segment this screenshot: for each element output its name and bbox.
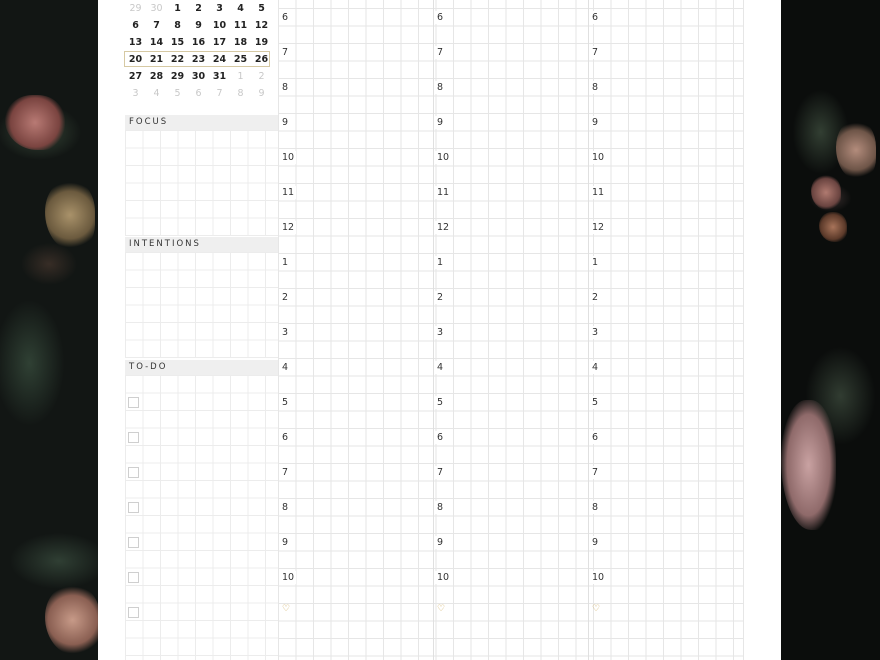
small-flower-cluster-decoration [836,120,876,180]
calendar-day[interactable]: 8 [237,88,244,99]
schedule-grid[interactable] [278,0,744,660]
hour-label: 10 [282,152,295,163]
hour-label: 1 [592,257,599,268]
hour-label: 6 [592,432,599,443]
hour-label: 7 [282,47,289,58]
hour-label: 3 [282,327,289,338]
calendar-day[interactable]: 16 [191,37,206,48]
todo-checkbox[interactable] [128,572,139,583]
hour-label: 3 [592,327,599,338]
hour-label: 9 [437,117,444,128]
calendar-day[interactable]: 29 [129,3,142,14]
todo-checkbox[interactable] [128,502,139,513]
hour-label: 3 [437,327,444,338]
calendar-day[interactable]: 29 [170,71,185,82]
calendar-day[interactable]: 2 [195,3,202,14]
hour-label: 8 [592,82,599,93]
hour-label: 11 [437,187,450,198]
hour-label: 9 [282,537,289,548]
hour-label: 4 [592,362,599,373]
calendar-day[interactable]: 5 [174,88,181,99]
berry-decoration [819,212,847,242]
hour-label: 11 [282,187,295,198]
hour-label: 7 [437,467,444,478]
calendar-week-row [125,17,278,34]
calendar-day[interactable]: 13 [128,37,143,48]
todo-checkbox[interactable] [128,467,139,478]
floral-background-right [781,0,880,660]
calendar-day[interactable]: 1 [237,71,244,82]
calendar-day[interactable]: 3 [132,88,139,99]
todo-writing-area[interactable] [125,375,278,660]
calendar-day[interactable]: 8 [174,20,181,31]
calendar-day[interactable]: 5 [258,3,265,14]
calendar-day[interactable]: 4 [153,88,160,99]
calendar-day[interactable]: 27 [128,71,143,82]
hour-label: 5 [282,397,289,408]
hour-label: 1 [282,257,289,268]
calendar-day[interactable]: 30 [150,3,163,14]
hour-label: 8 [437,502,444,513]
todo-header: TO-DO [125,360,278,375]
hour-label: 5 [437,397,444,408]
hour-label: 4 [282,362,289,373]
pink-flower-decoration [5,95,65,150]
hour-label: 9 [592,537,599,548]
calendar-week-row [125,85,278,102]
hour-label: 12 [282,222,295,233]
column-divider [433,0,434,660]
hour-label: 6 [437,12,444,23]
calendar-day[interactable]: 30 [191,71,206,82]
calendar-day[interactable]: 4 [237,3,244,14]
hour-label: 5 [592,397,599,408]
planner-sidebar [125,0,278,660]
todo-checkbox[interactable] [128,397,139,408]
focus-writing-area[interactable] [125,130,278,236]
calendar-day[interactable]: 17 [212,37,227,48]
peach-flower-decoration [45,585,100,655]
hour-label: 2 [282,292,289,303]
hour-label: 9 [437,537,444,548]
calendar-day[interactable]: 7 [216,88,223,99]
calendar-day[interactable]: 15 [170,37,185,48]
hour-label: 10 [437,152,450,163]
todo-checkbox[interactable] [128,537,139,548]
hour-label: 10 [592,572,605,583]
hour-label: 8 [437,82,444,93]
focus-header: FOCUS [125,115,278,130]
calendar-day[interactable]: 20 [128,54,143,65]
hour-label: 9 [282,117,289,128]
hour-label: 10 [592,152,605,163]
hour-label: 1 [437,257,444,268]
hour-label: 4 [437,362,444,373]
planner-page [98,0,781,660]
hour-label: 8 [282,82,289,93]
todo-checkbox[interactable] [128,607,139,618]
calendar-day[interactable]: 23 [191,54,206,65]
calendar-day[interactable]: 21 [149,54,164,65]
calendar-day[interactable]: 26 [254,54,269,65]
calendar-day[interactable]: 25 [233,54,248,65]
hour-label: 11 [592,187,605,198]
hour-label: 9 [592,117,599,128]
hour-label: 10 [282,572,295,583]
hour-label: 12 [592,222,605,233]
hour-label: 2 [437,292,444,303]
calendar-day[interactable]: 18 [233,37,248,48]
hour-label: 6 [282,432,289,443]
mini-calendar [125,0,278,102]
calendar-day[interactable]: 7 [153,20,160,31]
calendar-day[interactable]: 10 [212,20,227,31]
calendar-day[interactable]: 31 [212,71,227,82]
intentions-header: INTENTIONS [125,237,278,252]
floral-background-left [0,0,98,660]
hour-label: 7 [592,47,599,58]
calendar-week-row [125,51,278,68]
calendar-week-row [125,34,278,51]
hour-label: 8 [592,502,599,513]
calendar-day[interactable]: 14 [149,37,164,48]
calendar-day[interactable]: 12 [254,20,269,31]
hour-label: 8 [282,502,289,513]
calendar-day[interactable]: 3 [216,3,223,14]
intentions-writing-area[interactable] [125,252,278,358]
column-divider [588,0,589,660]
calendar-day[interactable]: 19 [254,37,269,48]
pink-flower-decoration [781,400,836,530]
calendar-day[interactable]: 2 [258,71,265,82]
heart-icon: ♡ [282,604,291,614]
todo-checkbox[interactable] [128,432,139,443]
calendar-day[interactable]: 24 [212,54,227,65]
tan-flower-decoration [45,180,95,250]
hour-label: 7 [592,467,599,478]
heart-icon: ♡ [592,604,601,614]
hour-label: 2 [592,292,599,303]
calendar-day[interactable]: 9 [195,20,202,31]
calendar-day[interactable]: 28 [149,71,164,82]
calendar-week-row [125,0,278,17]
calendar-day[interactable]: 6 [195,88,202,99]
hour-label: 10 [437,572,450,583]
hour-label: 7 [282,467,289,478]
calendar-day[interactable]: 22 [170,54,185,65]
hour-label: 6 [437,432,444,443]
calendar-week-row [125,68,278,85]
hour-label: 7 [437,47,444,58]
hour-label: 6 [592,12,599,23]
small-pink-bud-decoration [811,175,841,210]
calendar-day[interactable]: 1 [174,3,181,14]
hour-label: 6 [282,12,289,23]
heart-icon: ♡ [437,604,446,614]
calendar-day[interactable]: 11 [233,20,248,31]
calendar-day[interactable]: 9 [258,88,265,99]
hour-label: 12 [437,222,450,233]
calendar-day[interactable]: 6 [132,20,139,31]
